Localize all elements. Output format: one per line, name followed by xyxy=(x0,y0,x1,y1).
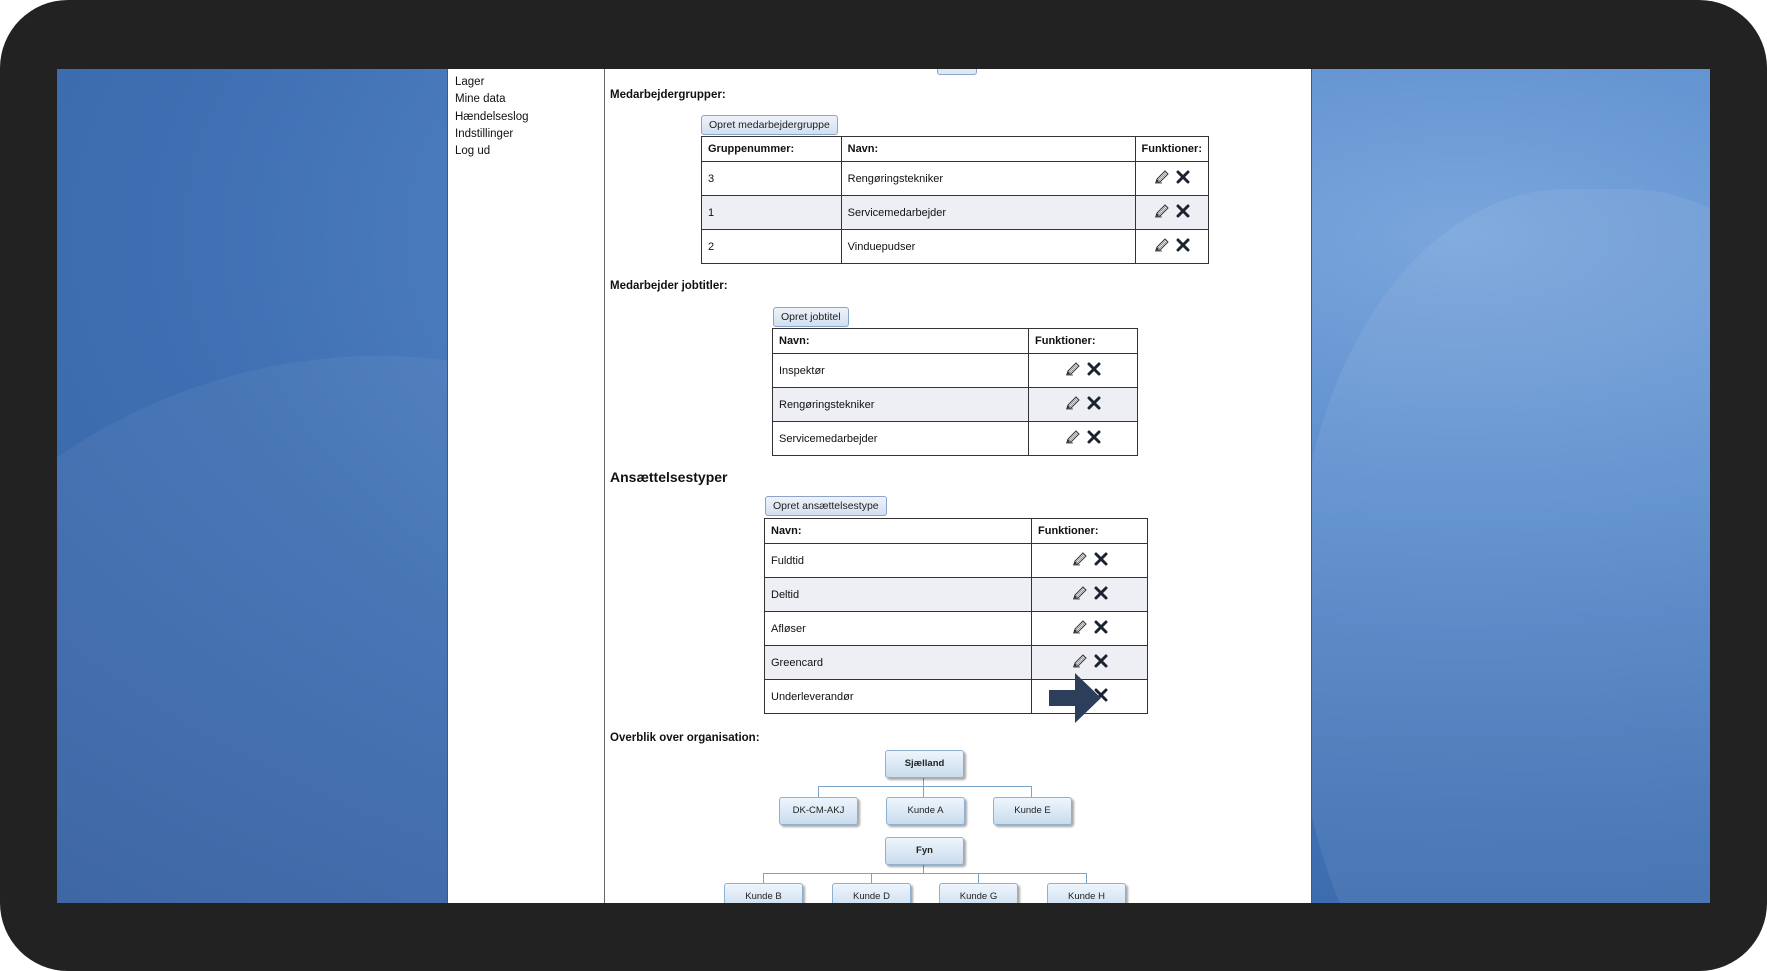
pencil-icon[interactable] xyxy=(1065,396,1081,413)
delete-x-icon[interactable] xyxy=(1087,362,1101,379)
sidebar-item-mine-data[interactable]: Mine data xyxy=(455,93,506,106)
delete-x-icon[interactable] xyxy=(1094,552,1108,569)
section-heading-org: Overblik over organisation: xyxy=(610,732,760,744)
group-name: Rengøringstekniker xyxy=(841,162,1135,196)
group-number: 2 xyxy=(702,230,842,264)
pencil-icon[interactable] xyxy=(1065,430,1081,447)
row-functions xyxy=(1135,162,1209,196)
create-group-button[interactable]: Opret medarbejdergruppe xyxy=(701,115,838,135)
delete-x-icon[interactable] xyxy=(1176,238,1190,255)
column-header: Funktioner: xyxy=(1135,137,1209,162)
main-content xyxy=(605,69,1311,903)
org-node-customer[interactable]: Kunde D xyxy=(832,883,911,903)
row-functions xyxy=(1029,354,1138,388)
sidebar-item-log-ud[interactable]: Log ud xyxy=(455,145,491,158)
row-functions xyxy=(1135,230,1209,264)
delete-x-icon[interactable] xyxy=(1176,204,1190,221)
pencil-icon[interactable] xyxy=(1072,620,1088,637)
pencil-icon[interactable] xyxy=(1154,238,1170,255)
row-functions xyxy=(1032,612,1148,646)
jobtitles-table xyxy=(772,328,1138,456)
cut-off-button[interactable] xyxy=(937,69,977,75)
column-header: Navn: xyxy=(765,519,1032,544)
row-functions xyxy=(1135,196,1209,230)
table-row xyxy=(765,612,1148,646)
jobtitle-name: Inspektør xyxy=(773,354,1029,388)
pencil-icon[interactable] xyxy=(1154,204,1170,221)
employment-name: Fuldtid xyxy=(765,544,1032,578)
group-name: Vinduepudser xyxy=(841,230,1135,264)
groups-table xyxy=(701,136,1209,264)
pencil-icon[interactable] xyxy=(1072,552,1088,569)
delete-x-icon[interactable] xyxy=(1176,170,1190,187)
org-node-customer[interactable]: Kunde G xyxy=(939,883,1018,903)
column-header: Gruppenummer: xyxy=(702,137,842,162)
employment-name: Greencard xyxy=(765,646,1032,680)
delete-x-icon[interactable] xyxy=(1094,620,1108,637)
jobtitle-name: Rengøringstekniker xyxy=(773,388,1029,422)
table-row xyxy=(773,388,1138,422)
create-jobtitle-button[interactable]: Opret jobtitel xyxy=(773,307,849,327)
delete-x-icon[interactable] xyxy=(1087,396,1101,413)
row-functions xyxy=(1032,578,1148,612)
row-functions xyxy=(1032,544,1148,578)
delete-x-icon[interactable] xyxy=(1094,654,1108,671)
row-functions xyxy=(1029,422,1138,456)
group-number: 1 xyxy=(702,196,842,230)
jobtitle-name: Servicemedarbejder xyxy=(773,422,1029,456)
table-row xyxy=(702,196,1209,230)
browser-page xyxy=(447,69,1312,903)
sidebar-item-haendelseslog[interactable]: Hændelseslog xyxy=(455,110,529,123)
group-number: 3 xyxy=(702,162,842,196)
table-row xyxy=(773,422,1138,456)
sidebar-item-lager[interactable]: Lager xyxy=(455,76,485,88)
table-row xyxy=(765,544,1148,578)
column-header: Navn: xyxy=(773,329,1029,354)
pencil-icon[interactable] xyxy=(1154,170,1170,187)
column-header: Funktioner: xyxy=(1032,519,1148,544)
org-node-customer[interactable]: Kunde B xyxy=(724,883,803,903)
pencil-icon[interactable] xyxy=(1072,586,1088,603)
org-node-region[interactable]: Sjælland xyxy=(885,750,964,778)
wallpaper-sheen xyxy=(1297,189,1710,903)
table-row xyxy=(702,230,1209,264)
employment-name: Afløser xyxy=(765,612,1032,646)
table-row xyxy=(773,354,1138,388)
create-employment-type-button[interactable]: Opret ansættelsestype xyxy=(765,496,887,516)
column-header: Funktioner: xyxy=(1029,329,1138,354)
sidebar-item-indstillinger[interactable]: Indstillinger xyxy=(455,127,514,140)
org-node-customer[interactable]: Kunde E xyxy=(993,797,1072,825)
sidebar-nav xyxy=(448,69,605,903)
org-node-customer[interactable]: Kunde H xyxy=(1047,883,1126,903)
desktop-background xyxy=(57,69,1710,903)
employment-name: Underleverandør xyxy=(765,680,1032,714)
employment-name: Deltid xyxy=(765,578,1032,612)
table-row xyxy=(702,162,1209,196)
org-node-customer[interactable]: Kunde A xyxy=(886,797,965,825)
row-functions xyxy=(1029,388,1138,422)
delete-x-icon[interactable] xyxy=(1087,430,1101,447)
group-name: Servicemedarbejder xyxy=(841,196,1135,230)
pencil-icon[interactable] xyxy=(1065,362,1081,379)
table-row xyxy=(765,578,1148,612)
column-header: Navn: xyxy=(841,137,1135,162)
pencil-icon[interactable] xyxy=(1072,654,1088,671)
section-heading-jobtitles: Medarbejder jobtitler: xyxy=(610,280,728,292)
section-heading-employment: Ansættelsestyper xyxy=(610,469,728,485)
org-node-customer[interactable]: DK-CM-AKJ xyxy=(779,797,858,825)
org-node-region[interactable]: Fyn xyxy=(885,837,964,865)
section-heading-groups: Medarbejdergrupper: xyxy=(610,89,726,101)
delete-x-icon[interactable] xyxy=(1094,586,1108,603)
arrow-right-icon xyxy=(1049,673,1103,723)
